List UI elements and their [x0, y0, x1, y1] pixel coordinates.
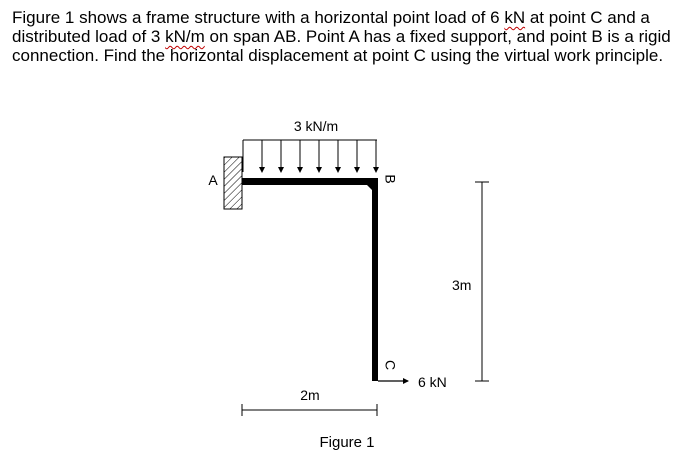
- beam-AB: [242, 178, 378, 185]
- frame-members: [242, 178, 378, 381]
- label-A: A: [208, 172, 218, 188]
- figure-caption: Figure 1: [319, 434, 375, 451]
- dimension-height-label: 3m: [452, 277, 472, 293]
- distributed-load-label: 3 kN/m: [293, 118, 339, 134]
- problem-text-part3: on span AB. Point A has a fixed support, and point B is a rigid connection. Find the horizontal displacement at point C using the virtual work principle.: [12, 27, 671, 65]
- unit-kN-per-m: kN/m: [165, 27, 205, 46]
- problem-text-part2: at point C and a distributed load of 3: [12, 8, 650, 46]
- dimension-span: [242, 387, 377, 416]
- unit-kN: kN: [504, 8, 526, 27]
- dimension-span-label: 2m: [300, 387, 320, 403]
- point-load-label: 6 kN: [418, 374, 447, 390]
- label-C: C: [382, 359, 399, 371]
- problem-text-part1: Figure 1 shows a frame structure with a horizontal point load of 6: [12, 8, 505, 27]
- label-B: B: [382, 174, 399, 184]
- dimension-height: [452, 182, 489, 381]
- fixed-support-A: [224, 157, 242, 209]
- column-BC: [372, 178, 378, 381]
- point-load-C: [378, 374, 447, 390]
- distributed-load: [243, 118, 377, 172]
- rigid-joint-B: [367, 185, 372, 190]
